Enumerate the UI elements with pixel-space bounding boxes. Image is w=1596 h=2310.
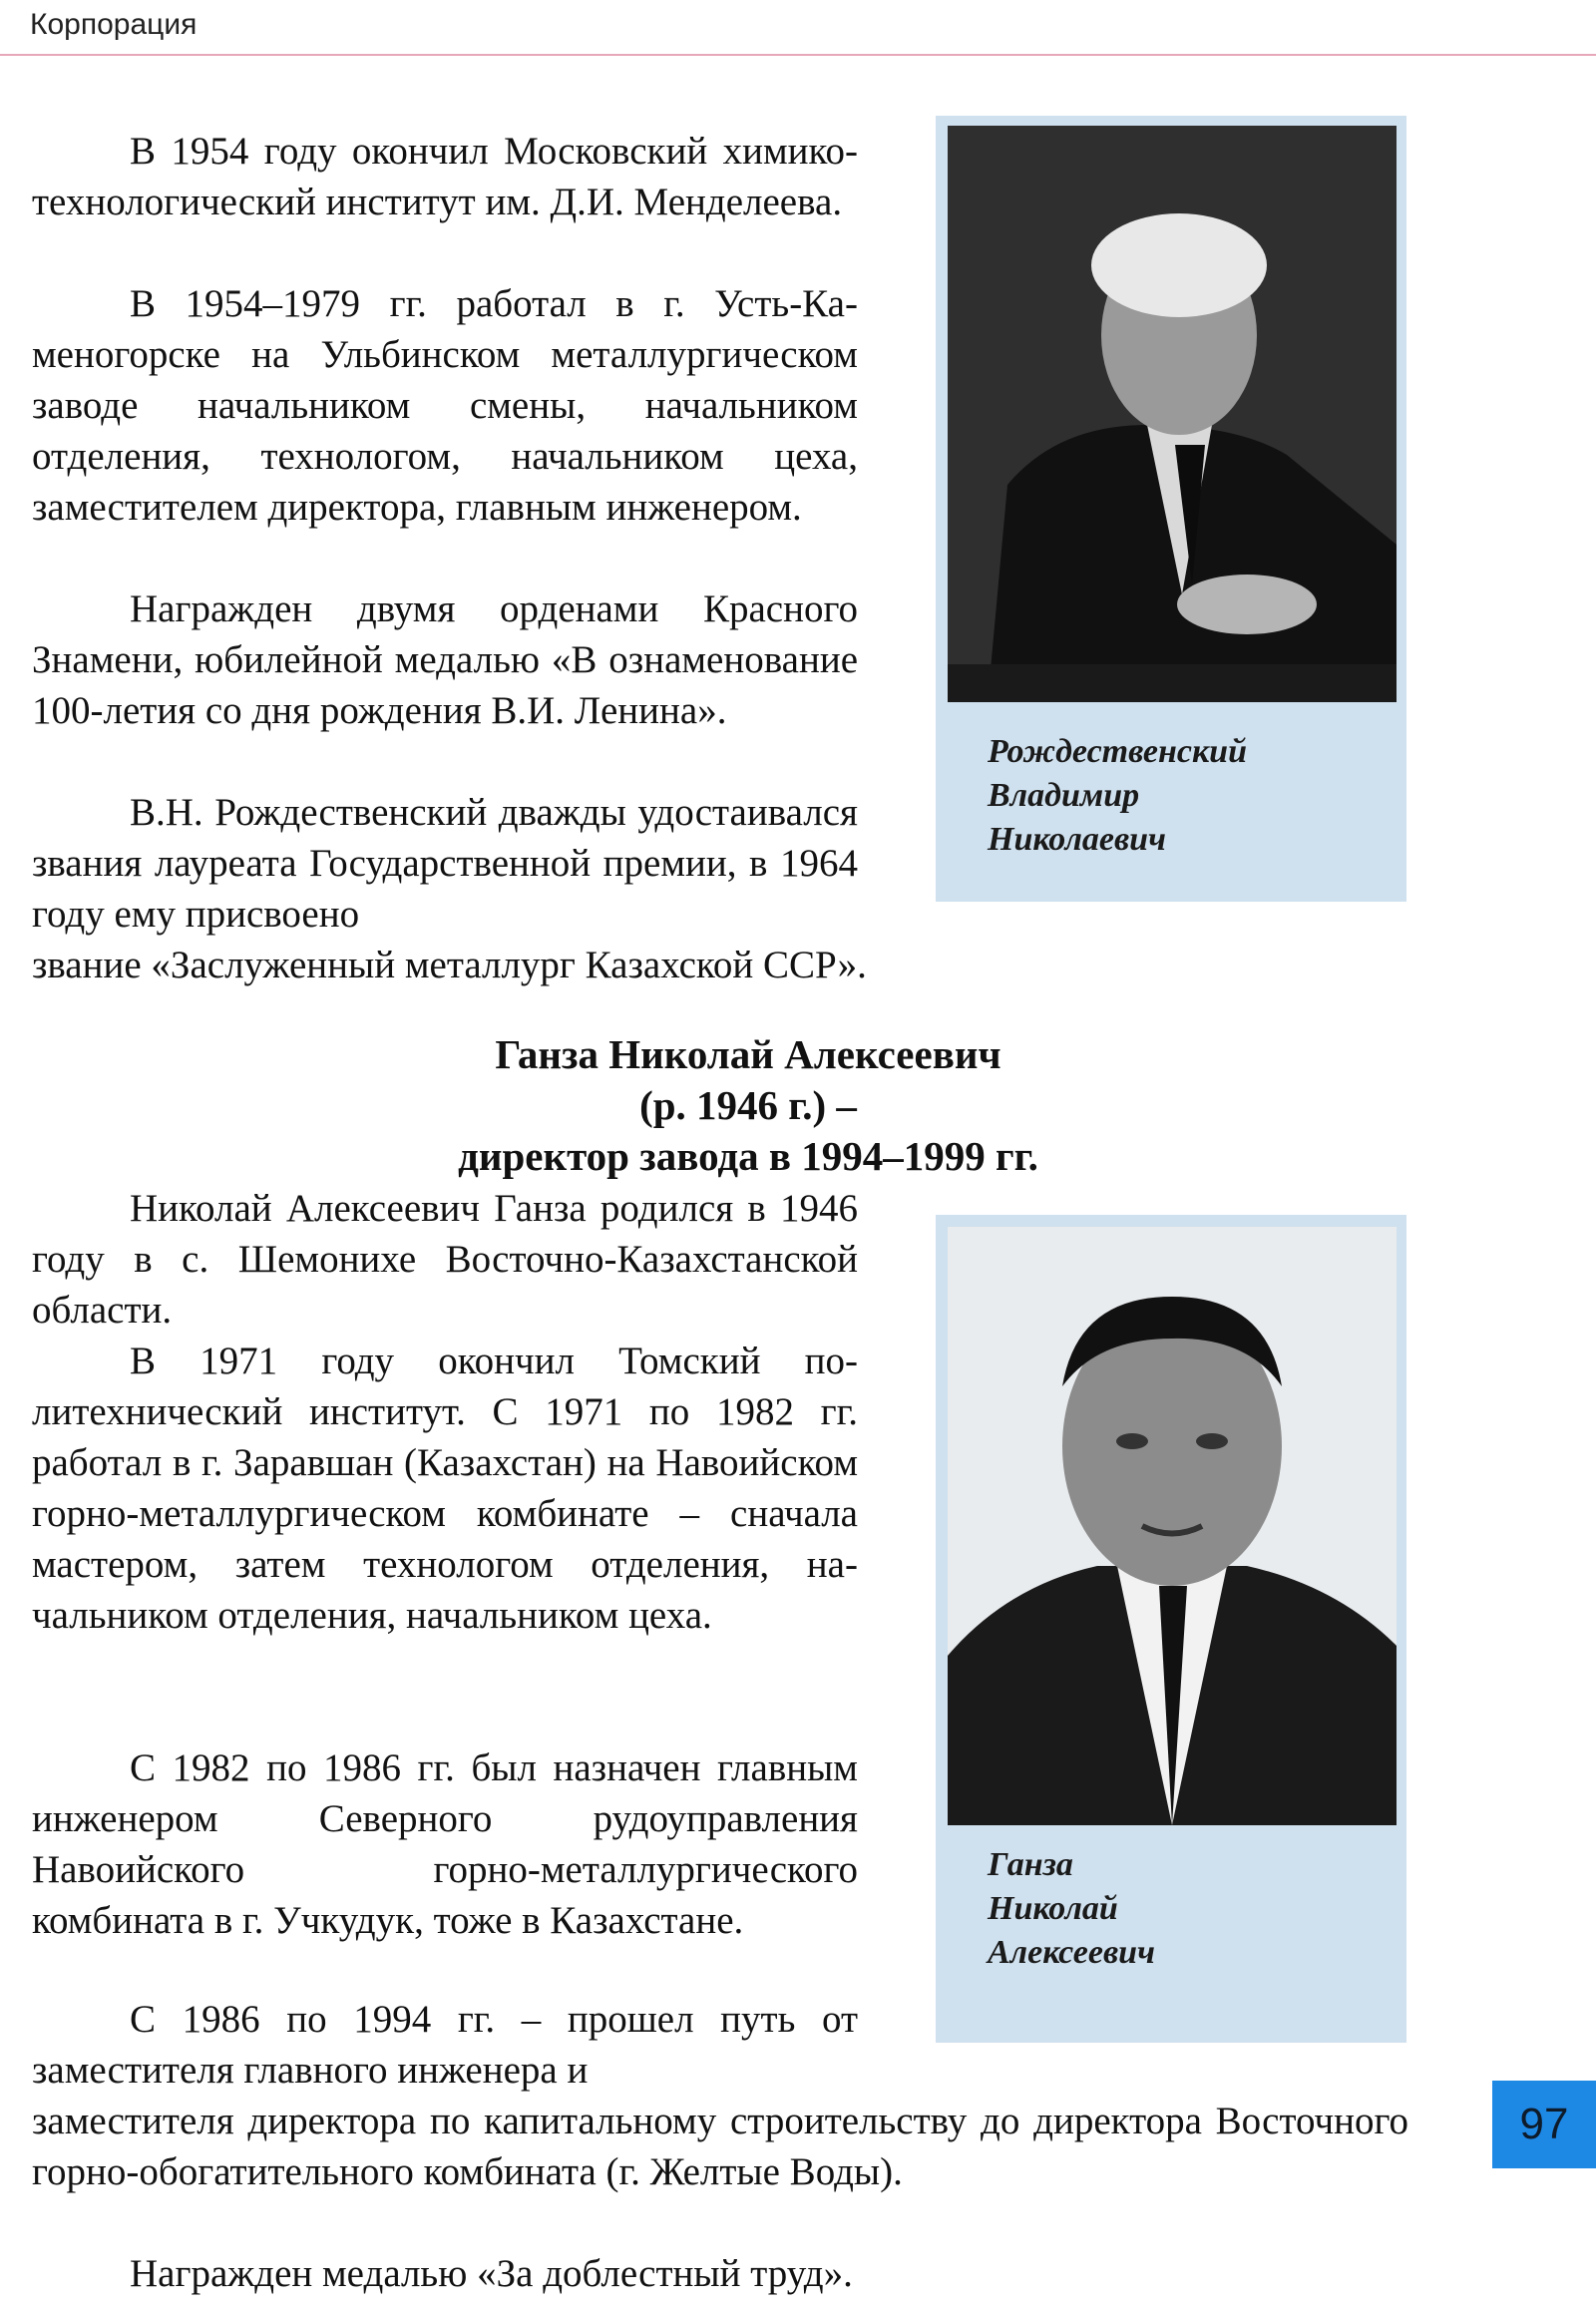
bio1-paragraph-5: звание «Заслуженный металлург Казахской ССР».: [32, 944, 867, 986]
title-line: Ганза Николай Алексеевич: [495, 1031, 1001, 1077]
bio2-paragraph-3: С 1982 по 1986 гг. был назначен главным инженером Северного рудоуправления Навоийского горно-металлургического комбината в г. Учкудук, тоже в Казахстане.: [32, 1746, 858, 1942]
portrait-photo-rozhdestvensky: [948, 126, 1396, 702]
portrait-silhouette: [948, 1227, 1396, 1825]
bio1-paragraph-4: В.Н. Рождественский дважды удостаивался звания лауреата Государственной премии, в 1964 году ему присвоено: [32, 791, 858, 936]
caption-line: Рождественский: [988, 733, 1247, 770]
bio2-paragraph-2: В 1971 году окончил Томский политехнический институт. С 1971 по 1982 гг. работал в г. Заравшан (Казахстан) на Навоийском горно-металлургическом комбинате – сначала мастером, затем технологом отделения, начальником отделения, начальником цеха.: [32, 1340, 858, 1637]
caption-line: Владимир: [988, 777, 1140, 814]
header-rule: [0, 54, 1596, 56]
bio2-paragraph-1: Николай Алексеевич Ганза родился в 1946 году в с. Шемонихе Восточно-Казахстанской области.: [32, 1187, 858, 1332]
caption-line: Ганза: [988, 1846, 1073, 1883]
portrait-silhouette: [948, 126, 1396, 702]
portrait-caption-ganza: [988, 1843, 1155, 1975]
title-line: (р. 1946 г.) –: [639, 1082, 857, 1128]
section-title-ganza: [0, 1029, 1596, 1182]
bio1-paragraph-3: Награжден двумя орденами Красного Знамени, юбилейной медалью «В ознаменование 100-летия со дня рождения В.И. Ленина».: [32, 587, 858, 732]
running-header: Корпорация: [30, 8, 198, 41]
portrait-card-ganza: [936, 1215, 1406, 2043]
bio2-paragraph-5: заместителя директора по капитальному строительству до директора Восточного горно-обогатительного комбината (г. Желтые Воды).: [32, 2100, 1408, 2193]
portrait-caption-rozhdestvensky: [988, 730, 1247, 862]
bio1-paragraph-2: В 1954–1979 гг. работал в г. Усть-Каменогорске на Ульбинском металлургическом заводе начальником смены, начальником отделения, технологом, начальником цеха, заместителем директора, главным инженером.: [32, 282, 858, 529]
caption-line: Николай: [988, 1890, 1118, 1927]
bio1-paragraph-1: В 1954 году окончил Московский химико-технологический институт им. Д.И. Менделеева.: [32, 130, 858, 223]
caption-line: Алексеевич: [988, 1934, 1155, 1971]
caption-line: Николаевич: [988, 821, 1166, 858]
page-number-badge: 97: [1492, 2081, 1596, 2168]
bio2-paragraph-6: Награжден медалью «За доблестный труд».: [130, 2252, 853, 2295]
title-line: директор завода в 1994–1999 гг.: [458, 1133, 1038, 1179]
portrait-photo-ganza: [948, 1227, 1396, 1825]
bio2-paragraph-4: С 1986 по 1994 гг. – прошел путь от заместителя главного инженера и: [32, 1998, 858, 2092]
portrait-card-rozhdestvensky: [936, 116, 1406, 902]
